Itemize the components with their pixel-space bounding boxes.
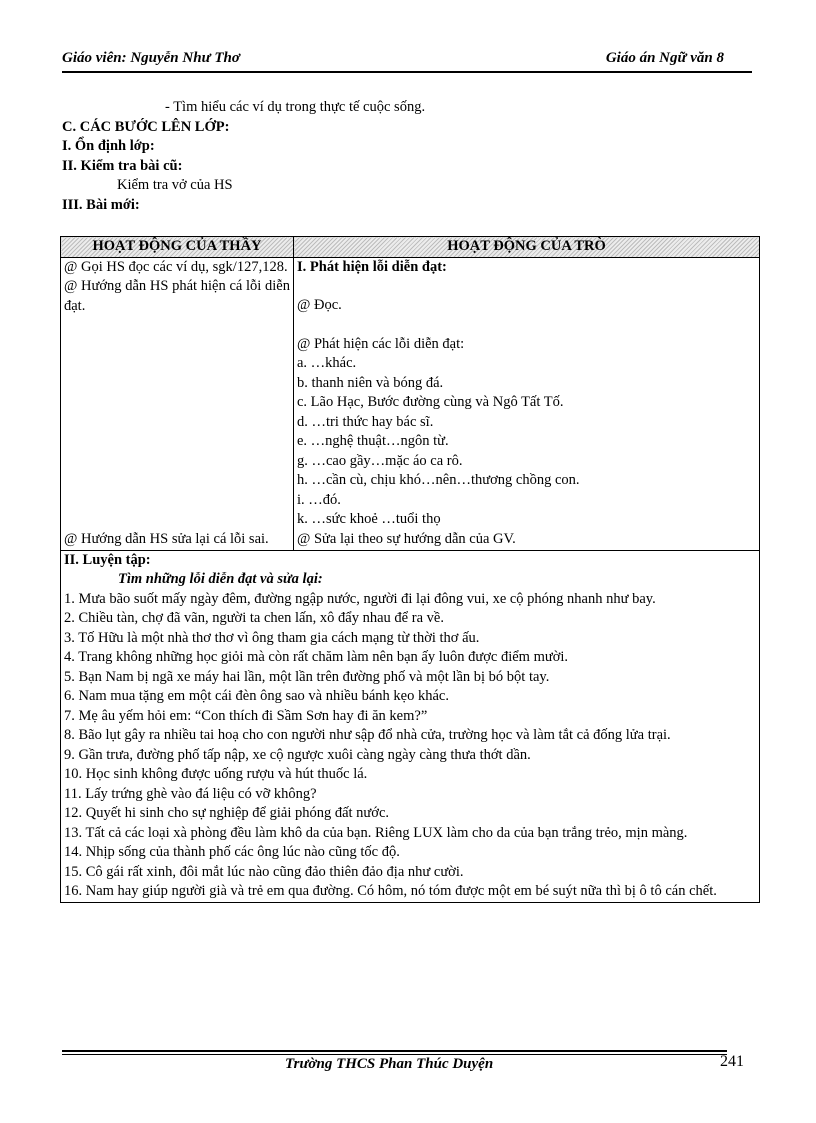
header-rule (62, 71, 752, 73)
practice-item: 3. Tố Hữu là một nhà thơ thơ vì ông tham gia cách mạng từ thời thơ ấu. (64, 629, 480, 646)
footer-rule-thin (62, 1054, 727, 1055)
step-1-heading: I. Ổn định lớp: (62, 138, 155, 154)
student-fix: @ Sửa lại theo sự hướng dẫn của GV. (297, 530, 516, 547)
step-2-heading: II. Kiểm tra bài cũ: (62, 157, 183, 174)
list-item: h. …cần cù, chịu khó…nên…thương chồng con. (297, 472, 580, 488)
student-column-header: HOẠT ĐỘNG CỦA TRÒ (294, 237, 760, 258)
student-heading: I. Phát hiện lỗi diễn đạt: (297, 258, 447, 275)
practice-item: 6. Nam mua tặng em một cái đèn ông sao và nhiều bánh kẹo khác. (64, 688, 449, 704)
header-subject: Giáo án Ngữ văn 8 (605, 50, 724, 66)
practice-item: 2. Chiều tàn, chợ đã vãn, người ta chen lấn, xô đẩy nhau để ra về. (64, 610, 444, 626)
activity-row (61, 257, 760, 550)
practice-item: 12. Quyết hi sinh cho sự nghiệp để giải phóng đất nước. (64, 805, 390, 821)
list-item: d. …tri thức hay bác sĩ. (297, 413, 434, 430)
page-number: 241 (720, 1053, 744, 1070)
teacher-step-1: @ Gọi HS đọc các ví dụ, sgk/127,128. (64, 258, 288, 275)
header-teacher: Giáo viên: Nguyễn Như Thơ (62, 50, 240, 66)
activity-table (60, 236, 760, 903)
list-item: a. …khác. (297, 355, 357, 371)
practice-item: 7. Mẹ âu yếm hỏi em: “Con thích đi Sầm Sơn hay đi ăn kem?” (64, 707, 428, 724)
step-2-detail: Kiểm tra vở của HS (117, 177, 233, 193)
list-item: k. …sức khoẻ …tuổi thọ (297, 511, 441, 527)
practice-item: 1. Mưa bão suốt mấy ngày đêm, đường ngập nước, người đi lại đông vui, xe cộ phóng nhanh như bay. (64, 590, 656, 607)
list-item: e. …nghệ thuật…ngôn từ. (297, 433, 449, 449)
student-detect: @ Phát hiện các lỗi diễn đạt: (297, 335, 465, 352)
lesson-intro (62, 98, 762, 215)
footer-rule-thick (62, 1050, 727, 1052)
teacher-spacer (64, 316, 290, 530)
practice-item: 15. Cô gái rất xinh, đôi mắt lúc nào cũng đảo thiên đảo địa như cười. (64, 863, 464, 880)
list-item: c. Lão Hạc, Bước đường cùng và Ngô Tất Tố. (297, 394, 564, 410)
practice-item: 13. Tất cả các loại xà phòng đều làm khô da của bạn. Riêng LUX làm cho da của bạn trắng trẻo, mịn màng. (64, 824, 688, 841)
practice-item: 5. Bạn Nam bị ngã xe máy hai lần, một lần trên đường phố và một lần bị bó bột tay. (64, 668, 550, 685)
list-item: i. …đó. (297, 491, 341, 508)
practice-item: 11. Lấy trứng ghè vào đá liệu có vỡ không? (64, 785, 317, 802)
practice-item: 9. Gần trưa, đường phố tấp nập, xe cộ ngược xuôi càng ngày càng thưa thớt dần. (64, 746, 531, 763)
practice-item: 4. Trang không những học giỏi mà còn rất chăm làm nên bạn ấy luôn được điểm mười. (64, 649, 569, 665)
list-item: g. …cao gầy…mặc áo ca rô. (297, 452, 463, 469)
practice-item: 10. Học sinh không được uống rượu và hút thuốc lá. (64, 766, 368, 782)
practice-item: 14. Nhịp sống của thành phố các ông lúc nào cũng tốc độ. (64, 844, 400, 860)
practice-heading: II. Luyện tập: (64, 551, 151, 568)
practice-item: 8. Bão lụt gây ra nhiều tai hoạ cho con người như sập đổ nhà cửa, trường học và làm tắt cả đống lửa trại. (64, 727, 671, 743)
list-item: b. thanh niên và bóng đá. (297, 374, 444, 391)
student-read: @ Đọc. (297, 297, 342, 313)
practice-subheading: Tìm những lỗi diễn đạt và sửa lại: (118, 571, 323, 587)
teacher-activities (61, 257, 294, 550)
table-header-row (61, 237, 760, 258)
student-activities (294, 257, 760, 550)
footer-school: Trường THCS Phan Thúc Duyện (285, 1056, 494, 1072)
practice-item: 16. Nam hay giúp người già và trẻ em qua đường. Có hôm, nó tóm được một em bé suýt nữa thì bị ô tô cán chết. (64, 883, 717, 899)
prep-line: - Tìm hiểu các ví dụ trong thực tế cuộc sống. (165, 99, 426, 115)
section-c-heading: C. CÁC BƯỚC LÊN LỚP: (62, 118, 230, 135)
teacher-step-3: @ Hướng dẫn HS sửa lại cá lỗi sai. (64, 531, 269, 547)
teacher-step-2: @ Hướng dẫn HS phát hiện cá lỗi diễn đạt. (64, 278, 290, 314)
teacher-column-header: HOẠT ĐỘNG CỦA THẦY (61, 237, 294, 258)
step-3-heading: III. Bài mới: (62, 196, 140, 213)
practice-section (61, 550, 760, 902)
page-header (62, 48, 752, 70)
practice-row (61, 550, 760, 902)
